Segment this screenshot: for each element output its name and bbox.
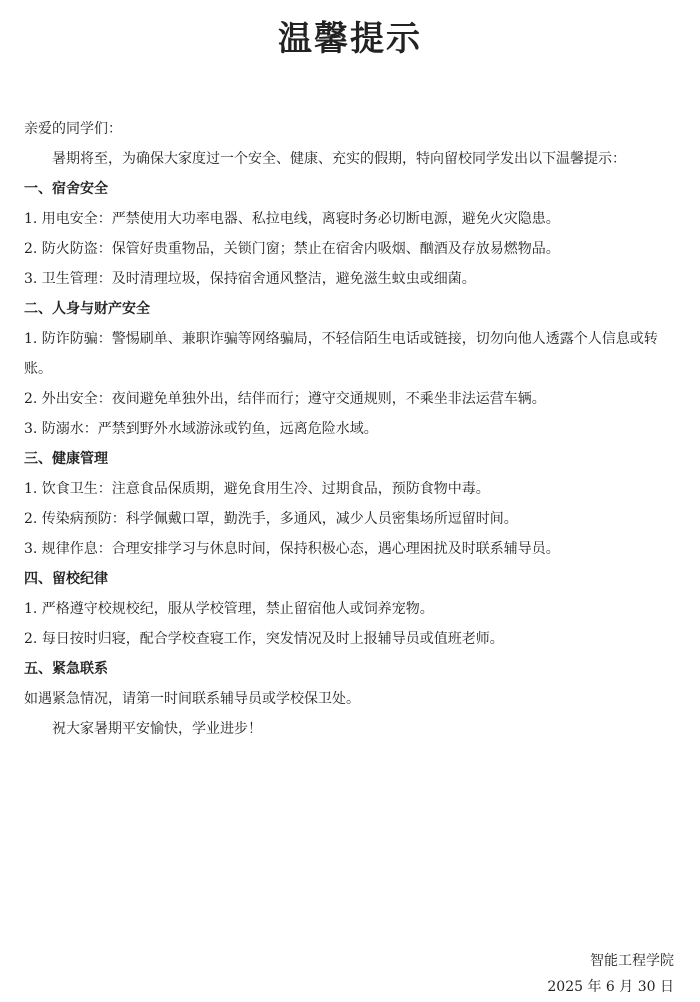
section-personal-property-safety xyxy=(24,294,676,444)
list-item: 2. 传染病预防：科学佩戴口罩，勤洗手，多通风，减少人员密集场所逗留时间。 xyxy=(24,511,518,527)
section-heading: 三、健康管理 xyxy=(24,451,108,467)
list-item: 1. 饮食卫生：注意食品保质期，避免食用生冷、过期食品，预防食物中毒。 xyxy=(24,481,490,497)
greeting: 亲爱的同学们： xyxy=(24,121,122,137)
list-item: 1. 严格遵守校规校纪，服从学校管理，禁止留宿他人或饲养宠物。 xyxy=(24,601,434,617)
list-item: 1. 用电安全：严禁使用大功率电器、私拉电线，离寝时务必切断电源，避免火灾隐患。 xyxy=(24,211,560,227)
section-campus-discipline xyxy=(24,564,676,654)
list-item: 3. 卫生管理：及时清理垃圾，保持宿舍通风整洁，避免滋生蚊虫或细菌。 xyxy=(24,271,476,287)
list-item: 3. 防溺水：严禁到野外水域游泳或钓鱼，远离危险水域。 xyxy=(24,421,378,437)
closing-wishes: 祝大家暑期平安愉快，学业进步！ xyxy=(52,721,262,737)
list-item: 1. 防诈防骗：警惕刷单、兼职诈骗等网络骗局，不轻信陌生电话或链接，切勿向他人透露个人信息或转账。 xyxy=(24,331,658,377)
intro-paragraph: 暑期将至，为确保大家度过一个安全、健康、充实的假期，特向留校同学发出以下温馨提示： xyxy=(52,151,626,167)
section-heading: 一、宿舍安全 xyxy=(24,181,108,197)
list-item: 2. 防火防盗：保管好贵重物品，关锁门窗；禁止在宿舍内吸烟、酗酒及存放易燃物品。 xyxy=(24,241,560,257)
signature-org: 智能工程学院 xyxy=(590,953,674,969)
signature-date: 2025 年 6 月 30 日 xyxy=(547,979,674,995)
list-item: 3. 规律作息：合理安排学习与休息时间，保持积极心态，遇心理困扰及时联系辅导员。 xyxy=(24,541,560,557)
section-heading: 四、留校纪律 xyxy=(24,571,108,587)
section-health-management xyxy=(24,444,676,564)
section-dormitory-safety xyxy=(24,174,676,294)
list-item: 2. 每日按时归寝，配合学校查寝工作，突发情况及时上报辅导员或值班老师。 xyxy=(24,631,504,647)
section-heading: 二、人身与财产安全 xyxy=(24,301,150,317)
section-emergency-contact xyxy=(24,654,676,714)
signature-block xyxy=(547,948,674,1000)
page-title: 温馨提示 xyxy=(278,19,422,59)
list-item: 如遇紧急情况，请第一时间联系辅导员或学校保卫处。 xyxy=(24,691,360,707)
section-heading: 五、紧急联系 xyxy=(24,661,108,677)
list-item: 2. 外出安全：夜间避免单独外出，结伴而行；遵守交通规则，不乘坐非法运营车辆。 xyxy=(24,391,546,407)
notice-body xyxy=(24,114,676,744)
